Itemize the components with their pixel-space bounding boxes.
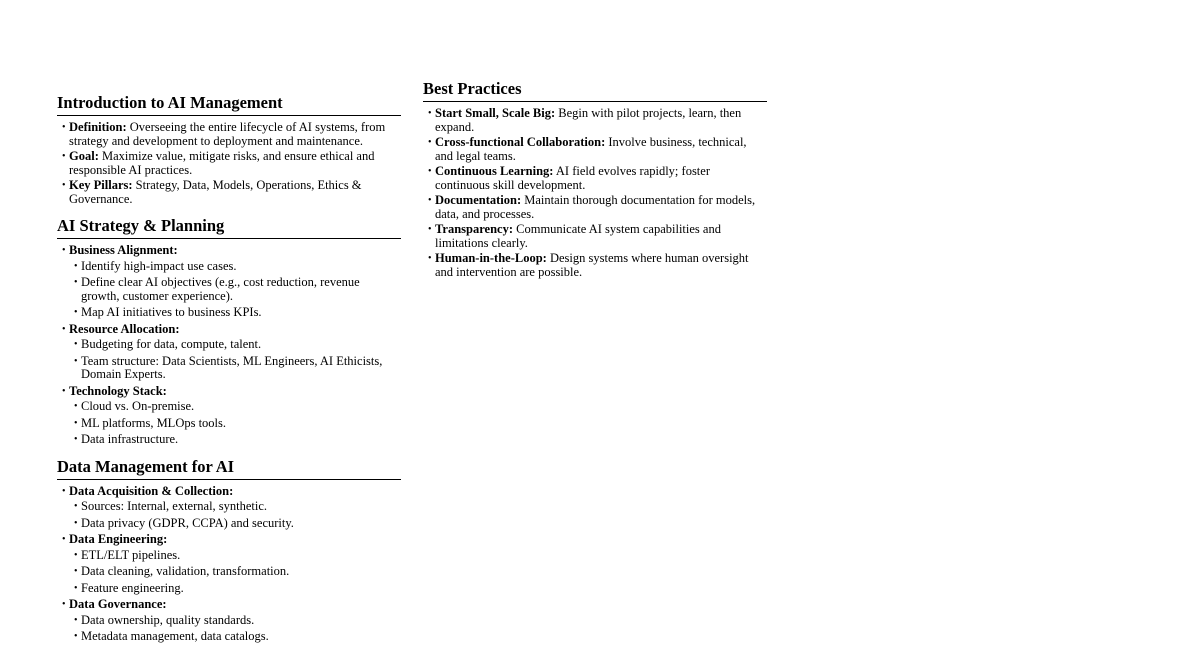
bullet-list xyxy=(57,244,401,447)
sub-item: • Data cleaning, validation, transformation. xyxy=(69,565,401,579)
item-text: Maintain thorough documentation for models, data, and processes. xyxy=(435,193,756,221)
list-item xyxy=(57,323,401,382)
list-item xyxy=(423,223,767,250)
list-item xyxy=(423,252,767,279)
item-label: Goal: xyxy=(69,149,99,163)
sub-list xyxy=(69,500,401,530)
sub-item: • ML platforms, MLOps tools. xyxy=(69,417,401,431)
list-item xyxy=(423,194,767,221)
item-label: Continuous Learning: xyxy=(435,164,554,178)
item-label: Cross-functional Collaboration: xyxy=(435,135,606,149)
sub-list xyxy=(69,549,401,596)
sub-item: • Define clear AI objectives (e.g., cost reduction, revenue growth, customer experience). xyxy=(69,276,401,303)
item-label: Data Acquisition & Collection: xyxy=(69,483,234,498)
list-item xyxy=(57,533,401,595)
section-best-practices xyxy=(423,79,767,279)
sub-list xyxy=(69,260,401,320)
sub-item: • Sources: Internal, external, synthetic. xyxy=(69,500,401,514)
section-title: Best Practices xyxy=(423,79,767,102)
item-text: AI field evolves rapidly; foster continuous skill development. xyxy=(435,164,710,192)
list-item xyxy=(57,244,401,320)
list-item xyxy=(423,165,767,192)
bullet-list xyxy=(57,121,401,206)
item-label: Resource Allocation: xyxy=(69,321,180,336)
item-label: Data Governance: xyxy=(69,597,167,611)
sub-item: • Data privacy (GDPR, CCPA) and security. xyxy=(69,517,401,531)
sub-list xyxy=(69,400,401,447)
list-item xyxy=(57,179,401,206)
sub-item: • Data ownership, quality standards. xyxy=(69,614,401,628)
sub-item: • Identify high-impact use cases. xyxy=(69,260,401,274)
sub-item: • Cloud vs. On-premise. xyxy=(69,400,401,414)
item-label: Documentation: xyxy=(435,193,522,207)
item-text: Design systems where human oversight and intervention are possible. xyxy=(435,251,749,279)
item-label: Human-in-the-Loop: xyxy=(435,251,547,265)
section-title: Data Management for AI xyxy=(57,457,401,480)
list-item xyxy=(57,385,401,447)
sub-list xyxy=(69,614,401,644)
sub-item: • Team structure: Data Scientists, ML Engineers, AI Ethicists, Domain Experts. xyxy=(69,355,401,382)
list-item xyxy=(57,485,401,531)
section-title: Introduction to AI Management xyxy=(57,93,401,116)
left-column xyxy=(57,93,401,654)
list-item xyxy=(423,136,767,163)
sub-item: • Feature engineering. xyxy=(69,582,401,596)
bullet-list xyxy=(57,485,401,644)
item-text: Maximize value, mitigate risks, and ensure ethical and responsible AI practices. xyxy=(69,149,375,177)
section-intro xyxy=(57,93,401,206)
section-strategy xyxy=(57,216,401,447)
sub-item: • Metadata management, data catalogs. xyxy=(69,630,401,644)
item-text: Overseeing the entire lifecycle of AI systems, from strategy and development to deployment and maintenance. xyxy=(69,120,386,148)
section-title: AI Strategy & Planning xyxy=(57,216,401,239)
list-item xyxy=(57,598,401,644)
item-label: Start Small, Scale Big: xyxy=(435,106,556,120)
list-item xyxy=(423,107,767,134)
item-label: Transparency: xyxy=(435,222,514,236)
item-label: Business Alignment: xyxy=(69,243,178,257)
item-text: Involve business, technical, and legal teams. xyxy=(435,135,747,163)
item-text: Communicate AI system capabilities and limitations clearly. xyxy=(435,222,721,250)
right-column xyxy=(423,79,767,289)
section-data-management xyxy=(57,457,401,644)
sub-item: • ETL/ELT pipelines. xyxy=(69,549,401,563)
item-label: Data Engineering: xyxy=(69,532,168,546)
item-text: Strategy, Data, Models, Operations, Ethics & Governance. xyxy=(69,178,362,206)
sub-item: • Data infrastructure. xyxy=(69,433,401,447)
item-text: Begin with pilot projects, learn, then expand. xyxy=(435,106,742,134)
item-label: Definition: xyxy=(69,120,127,134)
item-label: Technology Stack: xyxy=(69,383,167,398)
list-item xyxy=(57,150,401,177)
sub-item: • Map AI initiatives to business KPIs. xyxy=(69,306,401,320)
bullet-list xyxy=(423,107,767,279)
sub-list xyxy=(69,338,401,382)
list-item xyxy=(57,121,401,148)
sub-item: • Budgeting for data, compute, talent. xyxy=(69,338,401,352)
item-label: Key Pillars: xyxy=(69,178,133,192)
